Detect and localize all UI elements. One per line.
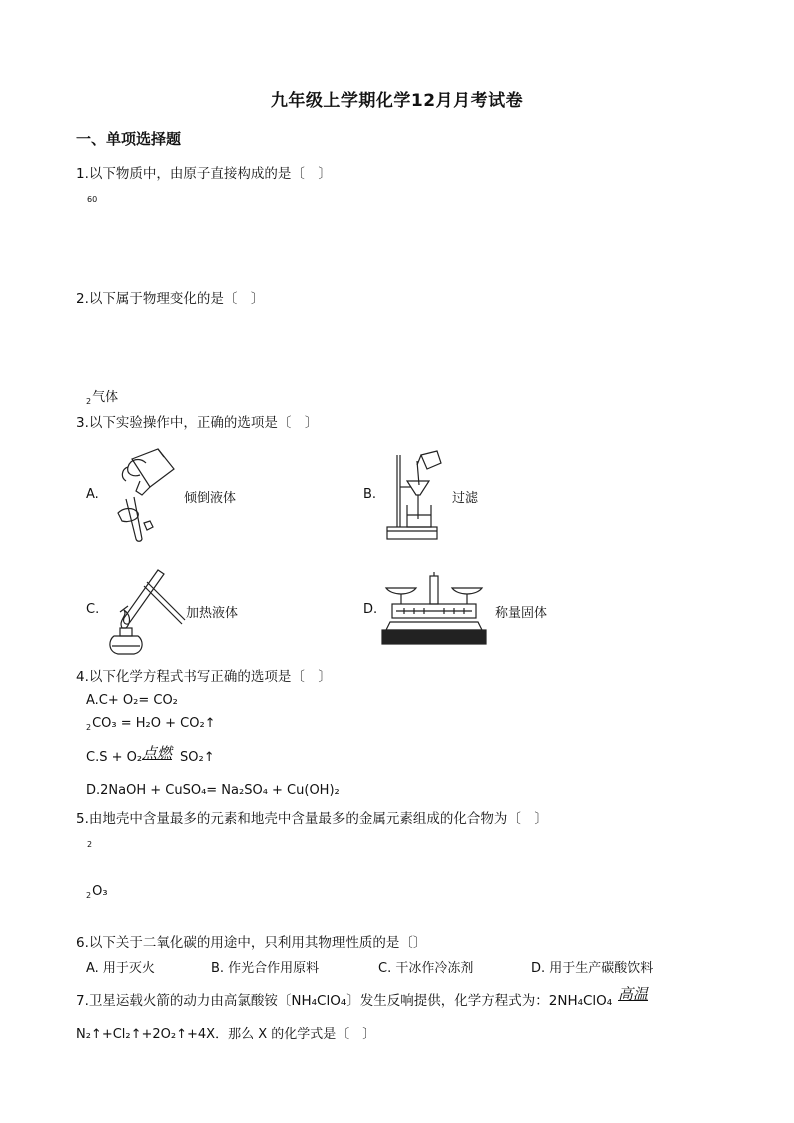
question-5-fragment-2 (86, 884, 108, 900)
question-2-fragment-text: 气体 (92, 390, 119, 405)
question-4-option-b-sub: 2 (86, 723, 92, 732)
question-7-stem: 7.卫星运载火箭的动力由高氯酸铵〔NH₄ClO₄〕发生反响提供，化学方程式为：2NH₄ClO₄ (76, 993, 613, 1009)
option-d-label: 称量固体 (495, 606, 548, 621)
option-a-label: 倾倒液体 (184, 491, 237, 506)
balance-scale-icon (378, 572, 490, 648)
pouring-liquid-icon (100, 447, 180, 543)
filtration-apparatus-icon (383, 449, 443, 545)
question-4-option-d: D.2NaOH + CuSO₄= Na₂SO₄ + Cu(OH)₂ (86, 783, 340, 798)
question-4-option-a: A.C+ O₂= CO₂ (86, 693, 178, 708)
page-title: 九年级上学期化学12月月考试卷 (270, 91, 524, 111)
section-heading: 一、单项选择题 (76, 130, 182, 148)
question-6-option-c: C. 干冰作冷冻剂 (378, 961, 474, 976)
option-c-letter: C. (86, 602, 100, 617)
option-b-letter: B. (363, 487, 377, 502)
option-b-label: 过滤 (452, 491, 479, 506)
question-6-stem: 6.以下关于二氧化碳的用途中，只利用其物理性质的是〔〕 (76, 935, 427, 951)
question-4-option-c (86, 750, 142, 765)
question-4-option-c-right: SO₂↑ (180, 750, 215, 765)
question-5-fragment-2-text: O₃ (92, 884, 108, 899)
option-a-letter: A. (86, 487, 99, 502)
question-2-fragment (86, 386, 118, 406)
question-1-fragment: 60 (87, 195, 98, 204)
heating-liquid-icon (98, 566, 188, 656)
question-6-option-b: B. 作光合作用原料 (211, 961, 320, 976)
question-7-condition: 高温 (618, 985, 649, 1003)
option-c-label: 加热液体 (186, 606, 239, 621)
question-5-fragment-1: 2 (87, 840, 93, 849)
question-4-option-b-text: CO₃ = H₂O + CO₂↑ (92, 716, 216, 731)
question-7-line-2: N₂↑+Cl₂↑+2O₂↑+4X．那么 X 的化学式是〔 〕 (76, 1027, 376, 1042)
question-3-stem: 3.以下实验操作中，正确的选项是〔 〕 (76, 415, 319, 431)
question-5-stem: 5.由地壳中含量最多的元素和地壳中含量最多的金属元素组成的化合物为〔 〕 (76, 811, 548, 827)
question-2-stem: 2.以下属于物理变化的是〔 〕 (76, 291, 265, 307)
question-4-stem: 4.以下化学方程式书写正确的选项是〔 〕 (76, 669, 332, 685)
question-4-option-c-left: C.S + O₂ (86, 750, 143, 765)
option-d-letter: D. (363, 602, 378, 617)
question-5-fragment-2-sub: 2 (86, 891, 92, 900)
question-2-fragment-sub: 2 (86, 397, 92, 406)
question-6-option-d: D. 用于生产碳酸饮料 (531, 961, 654, 976)
question-4-option-b (86, 716, 216, 732)
question-1-stem: 1.以下物质中，由原子直接构成的是〔 〕 (76, 166, 332, 182)
question-6-option-a: A. 用于灭火 (86, 961, 155, 976)
question-4-condition: 点燃 (142, 744, 173, 762)
